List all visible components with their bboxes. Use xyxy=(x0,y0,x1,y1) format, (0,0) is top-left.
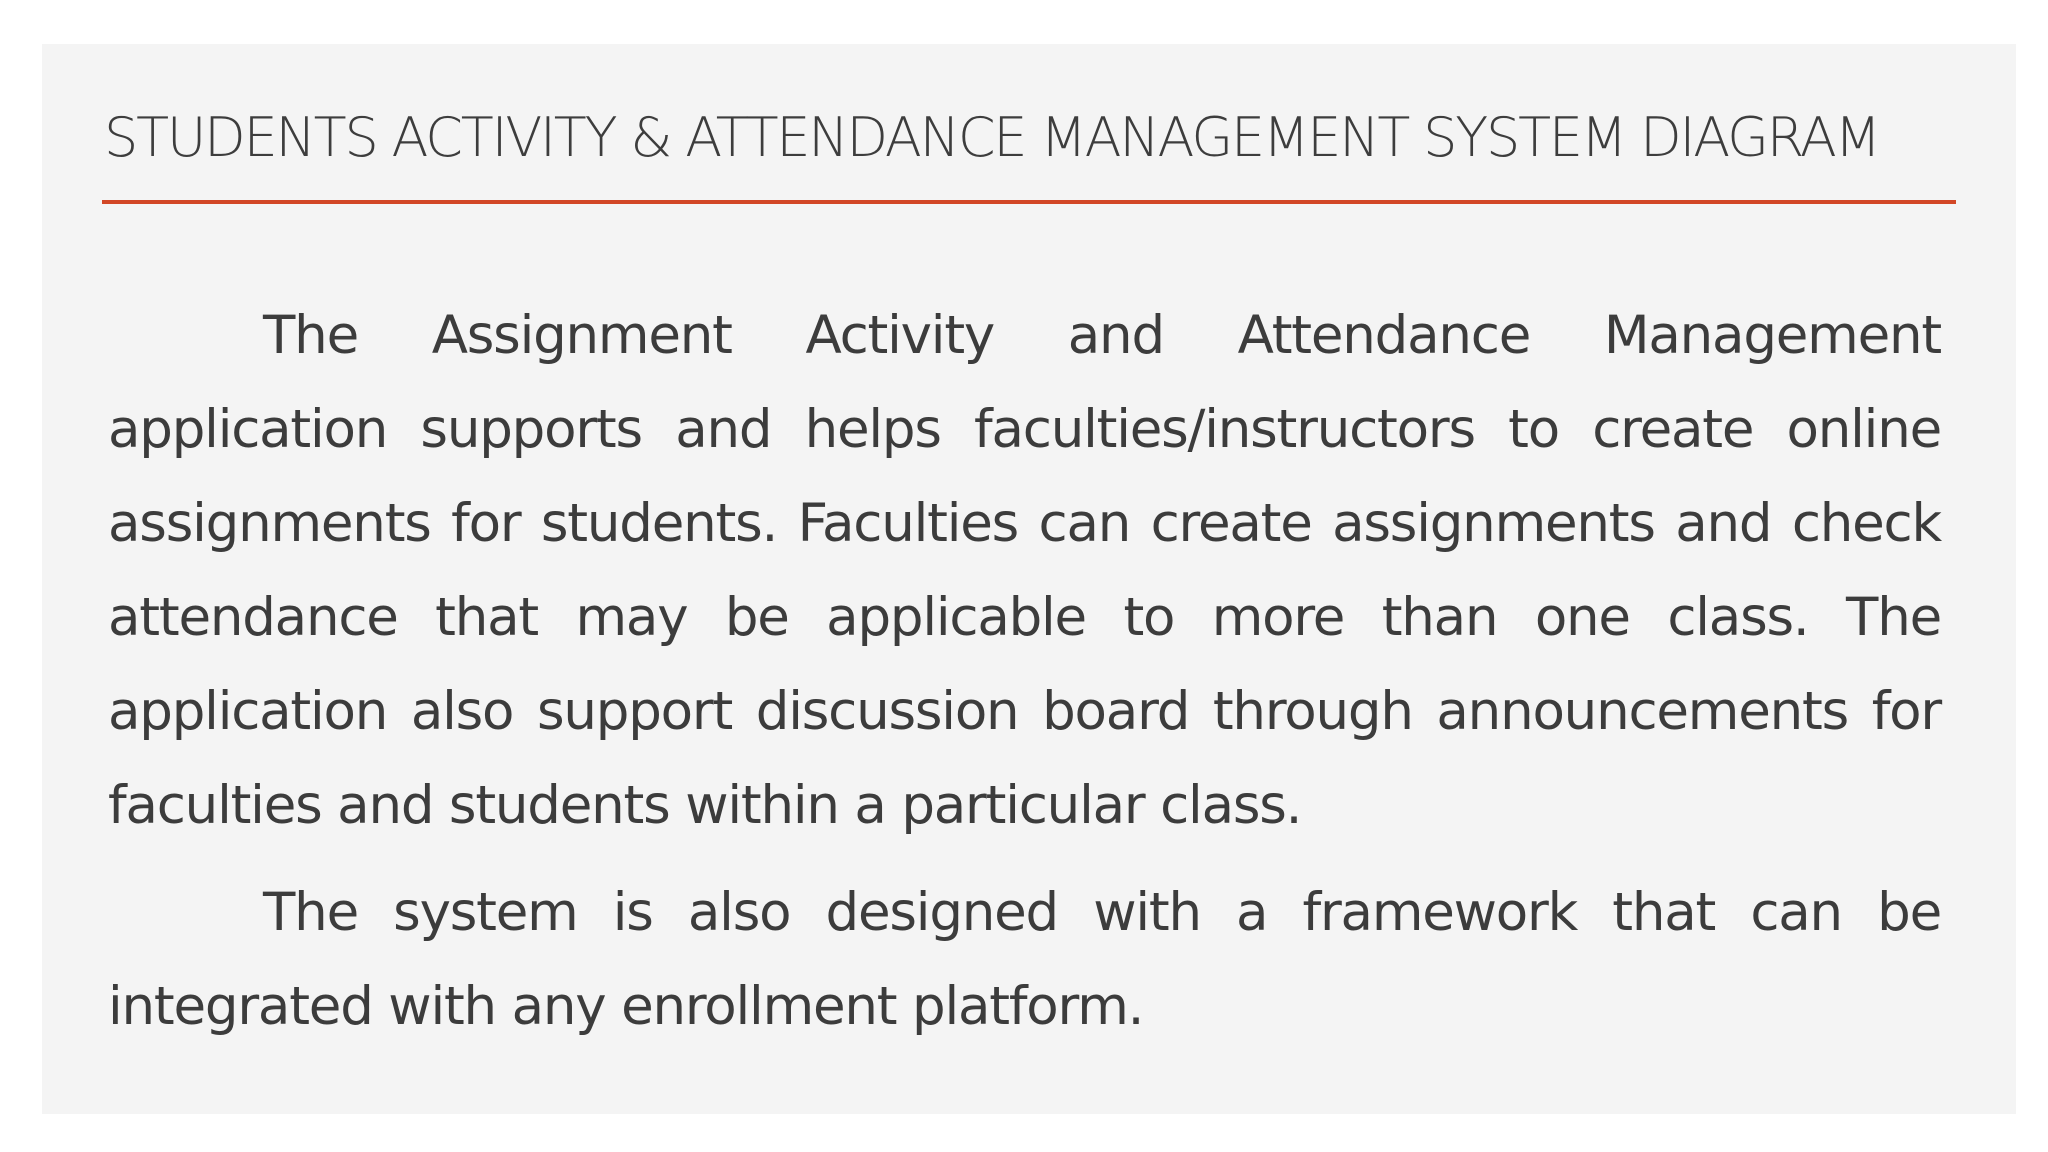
slide xyxy=(42,44,2016,1114)
body-paragraph-1: The Assignment Activity and Attendance Management application supports and helps faculties/instructors to create online assignments for students. Faculties can create assignments and check attendance that may be applicable to more than one class. The application also support discussion board through announcements for faculties and students within a particular class. xyxy=(108,305,1941,836)
body-paragraph-2: The system is also designed with a framework that can be integrated with any enrollment platform. xyxy=(108,882,1941,1037)
title-underline xyxy=(102,200,1956,204)
slide-title: STUDENTS ACTIVITY & ATTENDANCE MANAGEMENT SYSTEM DIAGRAM xyxy=(104,106,1879,169)
slide-body xyxy=(108,289,1941,1054)
